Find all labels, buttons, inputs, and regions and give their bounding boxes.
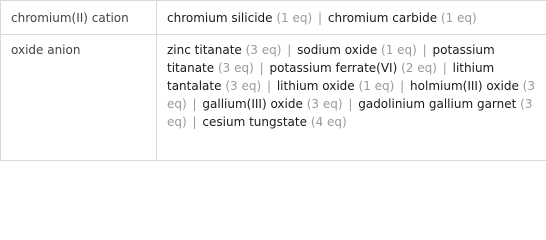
- separator: |: [318, 11, 323, 25]
- separator: |: [348, 97, 353, 111]
- separator: |: [422, 43, 427, 57]
- equivalents: (2 eq): [401, 61, 437, 75]
- equivalents: (4 eq): [310, 115, 347, 129]
- equivalents: (1 eq): [381, 43, 417, 57]
- separator: |: [192, 115, 197, 129]
- compound-name: gadolinium gallium garnet: [358, 97, 517, 111]
- row-label: oxide anion: [1, 35, 157, 161]
- compound-name: cesium tungstate: [202, 115, 307, 129]
- separator: |: [287, 43, 292, 57]
- compound-name: zinc titanate: [167, 43, 242, 57]
- separator: |: [400, 79, 405, 93]
- compound-name: potassium titanate: [167, 43, 495, 75]
- compound-name: holmium(III) oxide: [410, 79, 519, 93]
- separator: |: [192, 97, 197, 111]
- table-row: [1, 35, 546, 161]
- equivalents: (1 eq): [358, 79, 395, 93]
- equivalents: (1 eq): [440, 11, 477, 25]
- equivalents: (3 eq): [306, 97, 343, 111]
- equivalents: (3 eq): [217, 61, 254, 75]
- table-row: [1, 1, 546, 35]
- compound-name: chromium silicide: [167, 11, 273, 25]
- equivalents: (3 eq): [225, 79, 262, 93]
- compound-name: chromium carbide: [327, 11, 438, 25]
- compound-name: lithium tantalate: [167, 61, 495, 93]
- compound-name: sodium oxide: [297, 43, 378, 57]
- row-label: chromium(II) cation: [1, 1, 157, 35]
- equivalents: (1 eq): [276, 11, 313, 25]
- equivalents: (3 eq): [167, 79, 535, 111]
- compound-name: lithium oxide: [276, 79, 355, 93]
- separator: |: [442, 61, 447, 75]
- compound-name: gallium(III) oxide: [202, 97, 303, 111]
- equivalents: (3 eq): [245, 43, 282, 57]
- compound-list: [157, 35, 546, 161]
- separator: |: [266, 79, 272, 93]
- compound-name: potassium ferrate(VI): [269, 61, 398, 75]
- compound-list: [157, 1, 546, 35]
- separator: |: [259, 61, 264, 75]
- equivalents: (3 eq): [167, 97, 533, 129]
